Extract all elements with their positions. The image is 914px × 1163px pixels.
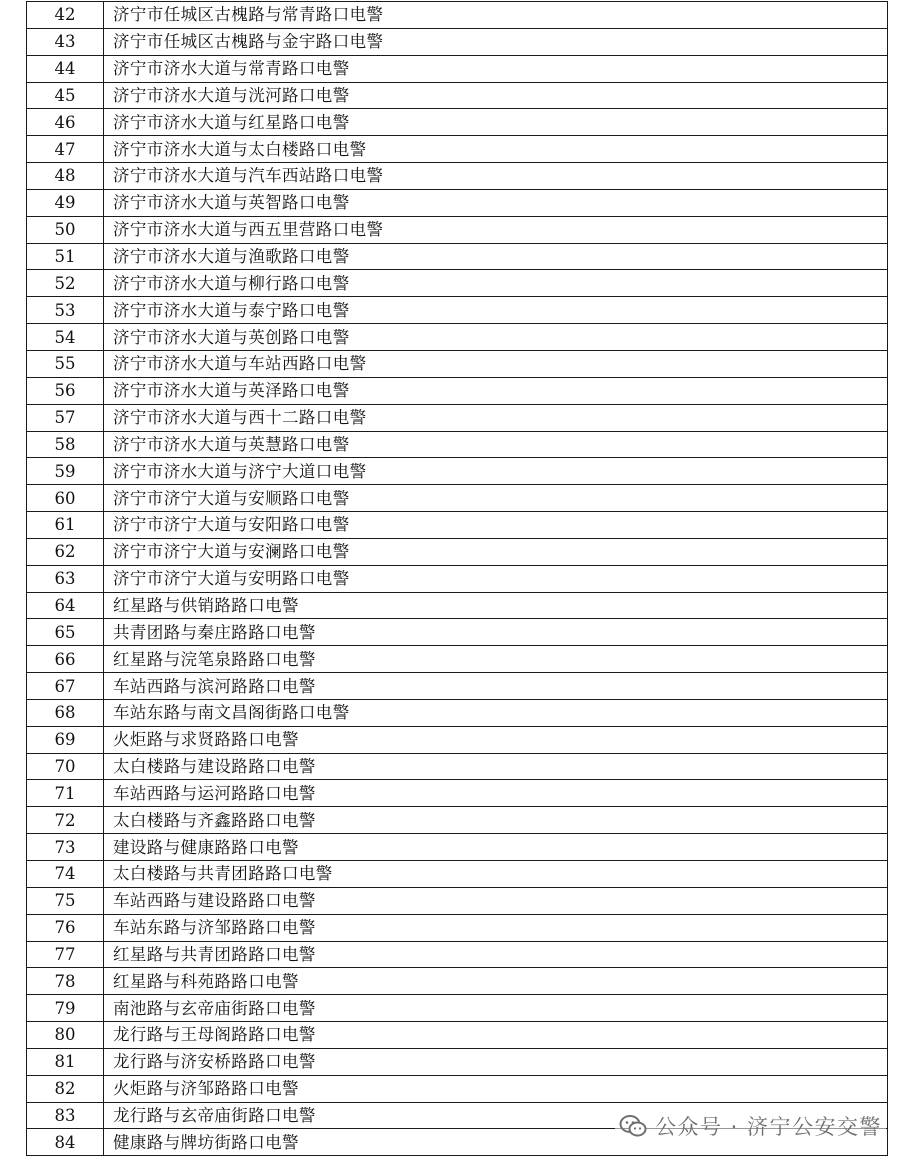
row-location: 车站东路与南文昌阁街路口电警 bbox=[104, 699, 888, 726]
table-row bbox=[27, 485, 888, 512]
row-number: 44 bbox=[27, 55, 104, 82]
table-body bbox=[27, 2, 888, 1156]
table-row bbox=[27, 1022, 888, 1049]
row-number: 49 bbox=[27, 189, 104, 216]
row-number: 72 bbox=[27, 807, 104, 834]
table-row bbox=[27, 55, 888, 82]
row-number: 78 bbox=[27, 968, 104, 995]
row-location: 济宁市济水大道与洸河路口电警 bbox=[104, 82, 888, 109]
row-location: 济宁市济水大道与柳行路口电警 bbox=[104, 270, 888, 297]
table-row bbox=[27, 968, 888, 995]
row-location: 济宁市济水大道与西五里营路口电警 bbox=[104, 216, 888, 243]
row-location: 济宁市济水大道与西十二路口电警 bbox=[104, 404, 888, 431]
table-row bbox=[27, 834, 888, 861]
row-number: 82 bbox=[27, 1075, 104, 1102]
row-number: 58 bbox=[27, 431, 104, 458]
row-location: 红星路与科苑路路口电警 bbox=[104, 968, 888, 995]
row-location: 共青团路与秦庄路路口电警 bbox=[104, 619, 888, 646]
row-location: 济宁市济水大道与英泽路口电警 bbox=[104, 377, 888, 404]
table-row bbox=[27, 646, 888, 673]
row-location: 济宁市济水大道与济宁大道口电警 bbox=[104, 458, 888, 485]
row-number: 74 bbox=[27, 861, 104, 888]
row-location: 济宁市济宁大道与安澜路口电警 bbox=[104, 538, 888, 565]
camera-location-table bbox=[26, 1, 888, 1156]
row-number: 61 bbox=[27, 512, 104, 539]
row-location: 济宁市济水大道与英创路口电警 bbox=[104, 324, 888, 351]
row-location: 济宁市济水大道与太白楼路口电警 bbox=[104, 136, 888, 163]
row-location: 健康路与牌坊街路口电警 bbox=[104, 1129, 888, 1156]
table-row bbox=[27, 377, 888, 404]
table-row bbox=[27, 995, 888, 1022]
table-row bbox=[27, 243, 888, 270]
table-row bbox=[27, 2, 888, 29]
table-row bbox=[27, 431, 888, 458]
table-row bbox=[27, 109, 888, 136]
row-location: 济宁市济宁大道与安明路口电警 bbox=[104, 565, 888, 592]
wechat-icon bbox=[619, 1114, 647, 1138]
row-number: 76 bbox=[27, 914, 104, 941]
row-location: 济宁市济水大道与泰宁路口电警 bbox=[104, 297, 888, 324]
watermark-text: 公众号 · 济宁公安交警 bbox=[654, 1115, 882, 1139]
table-row bbox=[27, 270, 888, 297]
table-row bbox=[27, 861, 888, 888]
row-location: 济宁市济水大道与红星路口电警 bbox=[104, 109, 888, 136]
row-number: 60 bbox=[27, 485, 104, 512]
row-number: 56 bbox=[27, 377, 104, 404]
row-location: 太白楼路与共青团路路口电警 bbox=[104, 861, 888, 888]
row-location: 龙行路与玄帝庙街路口电警 bbox=[104, 1102, 888, 1129]
table-row bbox=[27, 673, 888, 700]
table-row bbox=[27, 1048, 888, 1075]
row-location: 济宁市济水大道与英智路口电警 bbox=[104, 189, 888, 216]
row-location: 红星路与共青团路路口电警 bbox=[104, 941, 888, 968]
table-row bbox=[27, 887, 888, 914]
row-location: 车站西路与运河路路口电警 bbox=[104, 780, 888, 807]
row-number: 84 bbox=[27, 1129, 104, 1156]
row-number: 83 bbox=[27, 1102, 104, 1129]
row-location: 太白楼路与建设路路口电警 bbox=[104, 753, 888, 780]
row-location: 南池路与玄帝庙街路口电警 bbox=[104, 995, 888, 1022]
row-number: 80 bbox=[27, 1022, 104, 1049]
row-location: 车站西路与建设路路口电警 bbox=[104, 887, 888, 914]
row-location: 火炬路与求贤路路口电警 bbox=[104, 726, 888, 753]
row-number: 55 bbox=[27, 350, 104, 377]
row-number: 81 bbox=[27, 1048, 104, 1075]
document-sheet bbox=[26, 1, 888, 1156]
table-row bbox=[27, 807, 888, 834]
row-number: 53 bbox=[27, 297, 104, 324]
table-row bbox=[27, 189, 888, 216]
row-location: 济宁市济宁大道与安阳路口电警 bbox=[104, 512, 888, 539]
row-number: 69 bbox=[27, 726, 104, 753]
row-number: 66 bbox=[27, 646, 104, 673]
row-location: 龙行路与王母阁路路口电警 bbox=[104, 1022, 888, 1049]
row-location: 建设路与健康路路口电警 bbox=[104, 834, 888, 861]
row-location: 车站西路与滨河路路口电警 bbox=[104, 673, 888, 700]
table-row bbox=[27, 512, 888, 539]
row-location: 车站东路与济邹路路口电警 bbox=[104, 914, 888, 941]
row-location: 济宁市济宁大道与安顺路口电警 bbox=[104, 485, 888, 512]
row-location: 火炬路与济邹路路口电警 bbox=[104, 1075, 888, 1102]
row-number: 48 bbox=[27, 163, 104, 190]
table-row bbox=[27, 914, 888, 941]
table-row bbox=[27, 538, 888, 565]
row-number: 71 bbox=[27, 780, 104, 807]
row-location: 太白楼路与齐鑫路路口电警 bbox=[104, 807, 888, 834]
row-number: 47 bbox=[27, 136, 104, 163]
table-row bbox=[27, 780, 888, 807]
table-row bbox=[27, 82, 888, 109]
row-location: 红星路与供销路路口电警 bbox=[104, 592, 888, 619]
row-location: 济宁市任城区古槐路与金宇路口电警 bbox=[104, 28, 888, 55]
row-number: 54 bbox=[27, 324, 104, 351]
row-location: 红星路与浣笔泉路路口电警 bbox=[104, 646, 888, 673]
row-number: 50 bbox=[27, 216, 104, 243]
table-row bbox=[27, 216, 888, 243]
row-number: 45 bbox=[27, 82, 104, 109]
table-row bbox=[27, 297, 888, 324]
table-row bbox=[27, 404, 888, 431]
row-number: 70 bbox=[27, 753, 104, 780]
wechat-watermark bbox=[615, 1110, 886, 1142]
row-location: 济宁市济水大道与英慧路口电警 bbox=[104, 431, 888, 458]
row-location: 济宁市济水大道与渔歌路口电警 bbox=[104, 243, 888, 270]
row-location: 济宁市济水大道与汽车西站路口电警 bbox=[104, 163, 888, 190]
row-location: 济宁市济水大道与车站西路口电警 bbox=[104, 350, 888, 377]
row-number: 52 bbox=[27, 270, 104, 297]
row-number: 73 bbox=[27, 834, 104, 861]
row-number: 59 bbox=[27, 458, 104, 485]
table-row bbox=[27, 350, 888, 377]
row-location: 济宁市任城区古槐路与常青路口电警 bbox=[104, 2, 888, 29]
row-number: 57 bbox=[27, 404, 104, 431]
table-row bbox=[27, 28, 888, 55]
table-row bbox=[27, 565, 888, 592]
table-row bbox=[27, 458, 888, 485]
row-number: 77 bbox=[27, 941, 104, 968]
row-number: 43 bbox=[27, 28, 104, 55]
row-number: 67 bbox=[27, 673, 104, 700]
table-row bbox=[27, 163, 888, 190]
row-number: 75 bbox=[27, 887, 104, 914]
table-row bbox=[27, 136, 888, 163]
row-number: 79 bbox=[27, 995, 104, 1022]
table-row bbox=[27, 753, 888, 780]
row-number: 42 bbox=[27, 2, 104, 29]
table-row bbox=[27, 699, 888, 726]
table-row bbox=[27, 941, 888, 968]
row-number: 65 bbox=[27, 619, 104, 646]
row-number: 62 bbox=[27, 538, 104, 565]
table-row bbox=[27, 619, 888, 646]
table-row bbox=[27, 324, 888, 351]
row-number: 51 bbox=[27, 243, 104, 270]
row-location: 龙行路与济安桥路路口电警 bbox=[104, 1048, 888, 1075]
row-number: 63 bbox=[27, 565, 104, 592]
row-number: 46 bbox=[27, 109, 104, 136]
row-location: 济宁市济水大道与常青路口电警 bbox=[104, 55, 888, 82]
table-row bbox=[27, 592, 888, 619]
row-number: 68 bbox=[27, 699, 104, 726]
table-row bbox=[27, 726, 888, 753]
row-number: 64 bbox=[27, 592, 104, 619]
table-row bbox=[27, 1075, 888, 1102]
